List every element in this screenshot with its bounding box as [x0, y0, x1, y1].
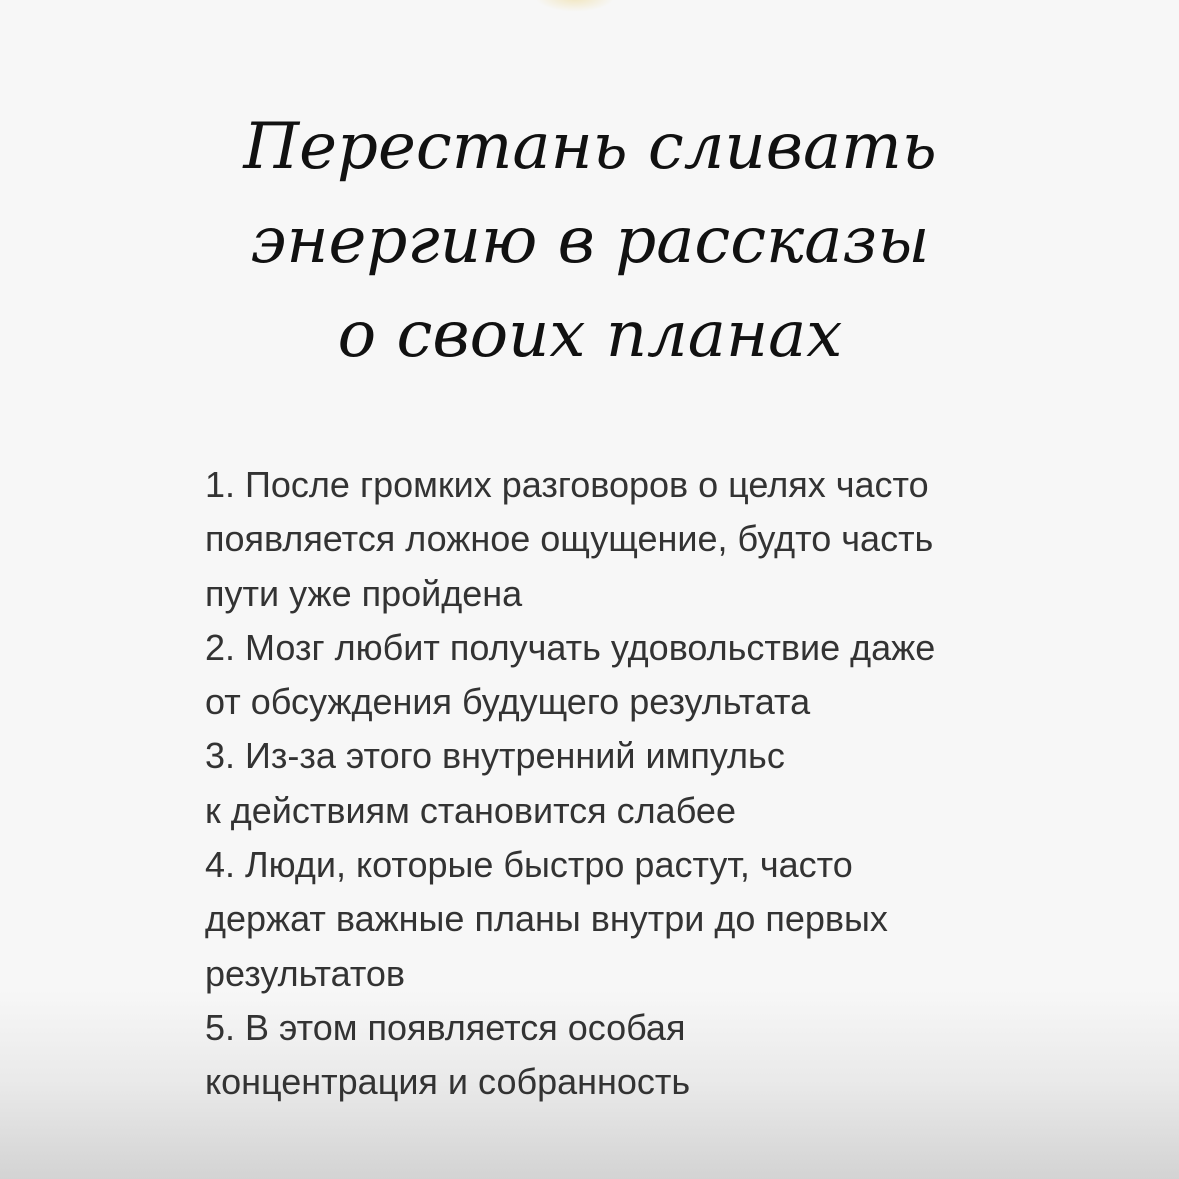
point-line: 1. После громких разговоров о целях часто — [205, 464, 929, 505]
point-2 — [205, 621, 1145, 730]
point-line: концентрация и собранность — [205, 1061, 691, 1103]
point-5 — [205, 1001, 1145, 1110]
title-line: энергию в рассказы — [250, 204, 930, 278]
point-line: 3. Из-за этого внутренний импульс — [205, 735, 785, 777]
point-3 — [205, 729, 1145, 838]
point-line: появляется ложное ощущение, будто часть — [205, 518, 934, 560]
point-line: 2. Мозг любит получать удовольствие даже — [205, 626, 936, 668]
point-line: 4. Люди, которые быстро растут, часто — [205, 844, 853, 886]
point-1 — [205, 458, 1145, 621]
point-line: держат важные планы внутри до первых — [205, 898, 888, 940]
slide-title — [150, 100, 1030, 382]
title-line: о своих планах — [337, 298, 843, 372]
point-line: 5. В этом появляется особая — [205, 1006, 686, 1048]
point-line: от обсуждения будущего результата — [205, 681, 811, 723]
point-line: пути уже пройдена — [205, 572, 523, 614]
title-line: Перестань сливать — [243, 110, 937, 184]
top-glow-decoration — [535, 0, 615, 12]
point-line: к действиям становится слабее — [205, 789, 736, 831]
points-list — [205, 458, 1145, 1110]
point-4 — [205, 838, 1145, 1001]
point-line: результатов — [205, 952, 406, 994]
